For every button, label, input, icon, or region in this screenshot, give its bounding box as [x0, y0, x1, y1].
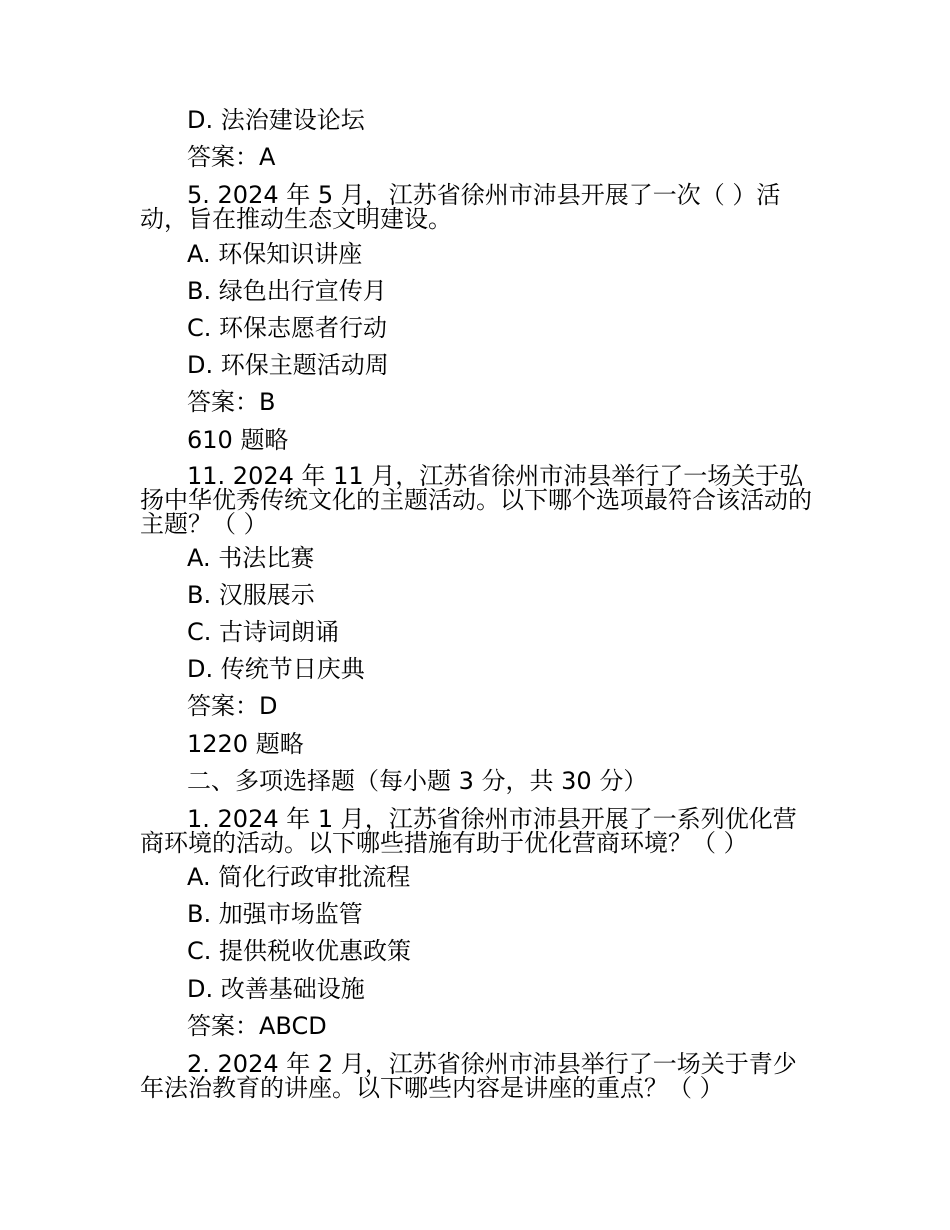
option-c-mc1: C. 提供税收优惠政策 — [187, 937, 412, 965]
option-b-mc1: B. 加强市场监管 — [187, 900, 363, 928]
option-a-q5: A. 环保知识讲座 — [187, 240, 363, 268]
option-a-mc1: A. 简化行政审批流程 — [187, 863, 411, 891]
option-b-q5: B. 绿色出行宣传月 — [187, 277, 387, 305]
mc-question-2: 2. 2024 年 2 月，江苏省徐州市沛县举行了一场关于青少年法治教育的讲座。以下哪些内容是讲座的重点？（ ） — [140, 1050, 797, 1102]
option-d-q4: D. 法治建设论坛 — [187, 106, 365, 134]
option-c-q5: C. 环保志愿者行动 — [187, 314, 388, 342]
answer-mc1: 答案：ABCD — [187, 1012, 327, 1040]
omitted-questions-note: 610 题略 — [187, 426, 289, 454]
answer-q5: 答案：B — [187, 388, 276, 416]
section-heading: 二、多项选择题（每小题 3 分，共 30 分） — [187, 767, 648, 795]
answer-q11: 答案：D — [187, 692, 278, 720]
option-d-mc1: D. 改善基础设施 — [187, 975, 365, 1003]
question-5: 5. 2024 年 5 月，江苏省徐州市沛县开展了一次（ ）活动，旨在推动生态文明建设。 — [140, 181, 781, 233]
answer-q4: 答案：A — [187, 143, 276, 171]
omitted-questions-note: 1220 题略 — [187, 730, 304, 758]
question-11: 11. 2024 年 11 月，江苏省徐州市沛县举行了一场关于弘扬中华优秀传统文化的主题活动。以下哪个选项最符合该活动的主题？（ ） — [140, 462, 812, 538]
mc-question-1: 1. 2024 年 1 月，江苏省徐州市沛县开展了一系列优化营商环境的活动。以下哪些措施有助于优化营商环境？（ ） — [140, 805, 797, 857]
option-d-q11: D. 传统节日庆典 — [187, 655, 365, 683]
option-d-q5: D. 环保主题活动周 — [187, 351, 389, 379]
option-a-q11: A. 书法比赛 — [187, 544, 315, 572]
option-b-q11: B. 汉服展示 — [187, 581, 315, 609]
option-c-q11: C. 古诗词朗诵 — [187, 618, 340, 646]
